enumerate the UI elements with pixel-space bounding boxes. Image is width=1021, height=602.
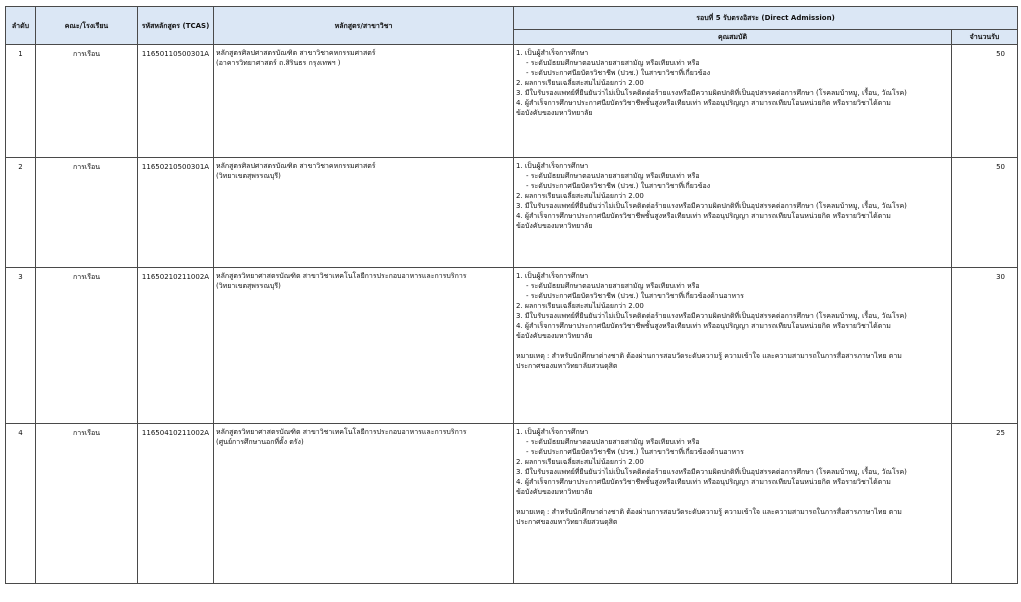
row-seats: 50 xyxy=(952,45,1018,158)
program-campus: (วิทยาเขตสุพรรณบุรี) xyxy=(216,172,281,180)
qualification-1: 1. เป็นผู้สำเร็จการศึกษา xyxy=(516,272,589,280)
row-seats: 50 xyxy=(952,158,1018,268)
qualification-1b: - ระดับประกาศนียบัตรวิชาชีพ (ปวช.) ในสาขาวิชาที่เกี่ยวข้อง xyxy=(526,69,711,77)
spacer xyxy=(516,497,949,507)
row-faculty: การเรือน xyxy=(36,268,138,424)
row-seats: 30 xyxy=(952,268,1018,424)
qualification-3: 3. มีใบรับรองแพทย์ที่ยืนยันว่าไม่เป็นโรคติดต่อร้ายแรงหรือมีความผิดปกติที่เป็นอุปสรรคต่อการศึกษา (โรคลมบ้าหมู, เรื้อน, วัณโรค) xyxy=(516,468,907,476)
row-code: 11650210211002A xyxy=(138,268,214,424)
table-row xyxy=(6,158,1018,268)
row-qualifications xyxy=(514,45,952,158)
row-qualifications xyxy=(514,424,952,584)
note: หมายเหตุ : สำหรับนักศึกษาต่างชาติ ต้องผ่านการสอบวัดระดับความรู้ ความเข้าใจ และความสามารถในการสื่อสารภาษาไทย ตาม xyxy=(516,508,902,516)
header-round: รอบที่ 5 รับตรงอิสระ (Direct Admission) xyxy=(514,7,1018,30)
header-qualifications: คุณสมบัติ xyxy=(514,30,952,45)
header-row-main xyxy=(6,7,1018,30)
note-cont: ประกาศของมหาวิทยาลัยสวนดุสิต xyxy=(516,518,618,526)
qualification-1b: - ระดับประกาศนียบัตรวิชาชีพ (ปวช.) ในสาขาวิชาที่เกี่ยวข้อง xyxy=(526,182,711,190)
qualification-1a: - ระดับมัธยมศึกษาตอนปลายสายสามัญ หรือเทียบเท่า หรือ xyxy=(526,59,700,67)
row-code: 11650210500301A xyxy=(138,158,214,268)
program-name: หลักสูตรวิทยาศาสตรบัณฑิต สาขาวิชาเทคโนโลยีการประกอบอาหารและการบริการ xyxy=(216,272,467,280)
row-program xyxy=(214,45,514,158)
row-code: 11650110500301A xyxy=(138,45,214,158)
header-faculty: คณะ/โรงเรียน xyxy=(36,7,138,45)
row-no: 3 xyxy=(6,268,36,424)
note: หมายเหตุ : สำหรับนักศึกษาต่างชาติ ต้องผ่านการสอบวัดระดับความรู้ ความเข้าใจ และความสามารถในการสื่อสารภาษาไทย ตาม xyxy=(516,352,902,360)
program-name: หลักสูตรวิทยาศาสตรบัณฑิต สาขาวิชาเทคโนโลยีการประกอบอาหารและการบริการ xyxy=(216,428,467,436)
program-campus: (อาคารวิทยาศาสตร์ ถ.สิรินธร กรุงเทพฯ ) xyxy=(216,59,341,67)
qualification-1a: - ระดับมัธยมศึกษาตอนปลายสายสามัญ หรือเทียบเท่า หรือ xyxy=(526,438,700,446)
admission-table xyxy=(5,6,1018,584)
qualification-3: 3. มีใบรับรองแพทย์ที่ยืนยันว่าไม่เป็นโรคติดต่อร้ายแรงหรือมีความผิดปกติที่เป็นอุปสรรคต่อการศึกษา (โรคลมบ้าหมู, เรื้อน, วัณโรค) xyxy=(516,202,907,210)
qualification-4-cont: ข้อบังคับของมหาวิทยาลัย xyxy=(516,332,593,340)
qualification-1a: - ระดับมัธยมศึกษาตอนปลายสายสามัญ หรือเทียบเท่า หรือ xyxy=(526,172,700,180)
qualification-2: 2. ผลการเรียนเฉลี่ยสะสมไม่น้อยกว่า 2.00 xyxy=(516,458,644,466)
qualification-4-cont: ข้อบังคับของมหาวิทยาลัย xyxy=(516,109,593,117)
row-no: 1 xyxy=(6,45,36,158)
qualification-4: 4. ผู้สำเร็จการศึกษาประกาศนียบัตรวิชาชีพชั้นสูงหรือเทียบเท่า หรืออนุปริญญา สามารถเทียบโอนหน่วยกิต หรือรายวิชาได้ตาม xyxy=(516,99,891,107)
admission-table-sheet xyxy=(5,6,1017,584)
qualification-1b: - ระดับประกาศนียบัตรวิชาชีพ (ปวช.) ในสาขาวิชาที่เกี่ยวข้องด้านอาหาร xyxy=(526,292,744,300)
qualification-4-cont: ข้อบังคับของมหาวิทยาลัย xyxy=(516,488,593,496)
qualification-1: 1. เป็นผู้สำเร็จการศึกษา xyxy=(516,162,589,170)
row-seats: 25 xyxy=(952,424,1018,584)
qualification-3: 3. มีใบรับรองแพทย์ที่ยืนยันว่าไม่เป็นโรคติดต่อร้ายแรงหรือมีความผิดปกติที่เป็นอุปสรรคต่อการศึกษา (โรคลมบ้าหมู, เรื้อน, วัณโรค) xyxy=(516,312,907,320)
qualification-1: 1. เป็นผู้สำเร็จการศึกษา xyxy=(516,428,589,436)
row-program xyxy=(214,158,514,268)
qualification-2: 2. ผลการเรียนเฉลี่ยสะสมไม่น้อยกว่า 2.00 xyxy=(516,192,644,200)
row-faculty: การเรือน xyxy=(36,45,138,158)
qualification-3: 3. มีใบรับรองแพทย์ที่ยืนยันว่าไม่เป็นโรคติดต่อร้ายแรงหรือมีความผิดปกติที่เป็นอุปสรรคต่อการศึกษา (โรคลมบ้าหมู, เรื้อน, วัณโรค) xyxy=(516,89,907,97)
header-program: หลักสูตร/สาขาวิชา xyxy=(214,7,514,45)
row-no: 4 xyxy=(6,424,36,584)
program-name: หลักสูตรศิลปศาสตรบัณฑิต สาขาวิชาคหกรรมศาสตร์ xyxy=(216,162,376,170)
note-cont: ประกาศของมหาวิทยาลัยสวนดุสิต xyxy=(516,362,618,370)
qualification-1b: - ระดับประกาศนียบัตรวิชาชีพ (ปวช.) ในสาขาวิชาที่เกี่ยวข้องด้านอาหาร xyxy=(526,448,744,456)
qualification-2: 2. ผลการเรียนเฉลี่ยสะสมไม่น้อยกว่า 2.00 xyxy=(516,79,644,87)
program-name: หลักสูตรศิลปศาสตรบัณฑิต สาขาวิชาคหกรรมศาสตร์ xyxy=(216,49,376,57)
row-no: 2 xyxy=(6,158,36,268)
qualification-4-cont: ข้อบังคับของมหาวิทยาลัย xyxy=(516,222,593,230)
table-row xyxy=(6,424,1018,584)
qualification-4: 4. ผู้สำเร็จการศึกษาประกาศนียบัตรวิชาชีพชั้นสูงหรือเทียบเท่า หรืออนุปริญญา สามารถเทียบโอนหน่วยกิต หรือรายวิชาได้ตาม xyxy=(516,212,891,220)
header-code: รหัสหลักสูตร (TCAS) xyxy=(138,7,214,45)
row-qualifications xyxy=(514,268,952,424)
row-faculty: การเรือน xyxy=(36,424,138,584)
table-row xyxy=(6,268,1018,424)
qualification-1: 1. เป็นผู้สำเร็จการศึกษา xyxy=(516,49,589,57)
qualification-1a: - ระดับมัธยมศึกษาตอนปลายสายสามัญ หรือเทียบเท่า หรือ xyxy=(526,282,700,290)
spacer xyxy=(516,341,949,351)
row-code: 11650410211002A xyxy=(138,424,214,584)
row-program xyxy=(214,268,514,424)
table-row xyxy=(6,45,1018,158)
program-campus: (ศูนย์การศึกษานอกที่ตั้ง ตรัง) xyxy=(216,438,304,446)
qualification-2: 2. ผลการเรียนเฉลี่ยสะสมไม่น้อยกว่า 2.00 xyxy=(516,302,644,310)
row-program xyxy=(214,424,514,584)
header-seats: จำนวนรับ xyxy=(952,30,1018,45)
header-no: ลำดับ xyxy=(6,7,36,45)
qualification-4: 4. ผู้สำเร็จการศึกษาประกาศนียบัตรวิชาชีพชั้นสูงหรือเทียบเท่า หรืออนุปริญญา สามารถเทียบโอนหน่วยกิต หรือรายวิชาได้ตาม xyxy=(516,322,891,330)
row-qualifications xyxy=(514,158,952,268)
program-campus: (วิทยาเขตสุพรรณบุรี) xyxy=(216,282,281,290)
row-faculty: การเรือน xyxy=(36,158,138,268)
qualification-4: 4. ผู้สำเร็จการศึกษาประกาศนียบัตรวิชาชีพชั้นสูงหรือเทียบเท่า หรืออนุปริญญา สามารถเทียบโอนหน่วยกิต หรือรายวิชาได้ตาม xyxy=(516,478,891,486)
